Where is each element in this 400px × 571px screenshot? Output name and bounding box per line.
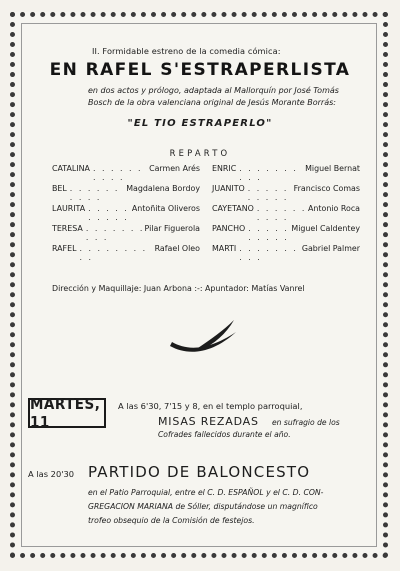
cast-leader-dots: . . . . . . . . . . xyxy=(92,164,143,182)
cast-leader-dots: . . . . . . . . . . xyxy=(248,224,289,242)
cast-role: JUANITO xyxy=(212,184,245,193)
play-title: EN RAFEL S'ESTRAPERLISTA xyxy=(49,60,351,80)
cast-entry xyxy=(52,244,204,262)
original-play-title: "EL TIO ESTRAPERLO" xyxy=(127,118,273,129)
cast-role: MARTI xyxy=(212,244,237,253)
cast-actor: Gabriel Palmer xyxy=(301,244,360,253)
cast-leader-dots: . . . . . . . . . . xyxy=(69,184,120,202)
cast-entry xyxy=(52,184,204,202)
game-detail-line-1: en el Patio Parroquial, entre el C. D. ESPAÑOL y el C. D. CON- xyxy=(88,488,324,497)
cast-leader-dots: . . . . . . . . . . xyxy=(79,244,148,262)
description-line-1: en dos actos y prólogo, adaptada al Mallorquín por José Tomás xyxy=(88,86,339,95)
cast-leader-dots: . . . . . . . . . . xyxy=(247,184,289,202)
game-detail-line-2: GREGACION MARIANA de Sóller, disputándose un magnífico xyxy=(88,502,318,511)
cast-actor: Pilar Figuerola xyxy=(144,224,200,233)
cast-row xyxy=(52,163,360,183)
cast-role: PANCHO xyxy=(212,224,246,233)
cast-row xyxy=(52,223,360,243)
cast-actor: Miguel Caldentey xyxy=(291,224,360,233)
cast-leader-dots: . . . . . . . . . . xyxy=(256,204,307,222)
cast-entry xyxy=(204,164,360,182)
cast-role: TERESA xyxy=(52,224,83,233)
intro-line: II. Formidable estreno de la comedia cómica: xyxy=(92,46,281,56)
date-box: MARTES, 11 xyxy=(28,398,106,428)
cast-leader-dots: . . . . . . . . . . xyxy=(88,204,129,222)
cast-actor: Carmen Arés xyxy=(149,164,200,173)
game-detail-line-3: trofeo obsequio de la Comisión de festejos. xyxy=(88,516,255,525)
swoosh-ornament-icon xyxy=(168,318,240,362)
cast-role: CAYETANO xyxy=(212,204,254,213)
cast-role: BEL xyxy=(52,184,67,193)
cast-actor: Francisco Comas xyxy=(293,184,360,193)
cast-list xyxy=(52,163,360,263)
cast-role: RAFEL xyxy=(52,244,77,253)
cast-entry xyxy=(52,204,204,222)
cast-entry xyxy=(204,244,360,262)
cast-row xyxy=(52,203,360,223)
cast-entry xyxy=(204,224,360,242)
cast-row xyxy=(52,243,360,263)
cast-actor: Magdalena Bordoy xyxy=(126,184,200,193)
cast-actor: Miguel Bernat xyxy=(305,164,360,173)
cast-entry xyxy=(52,164,204,182)
cast-leader-dots: . . . . . . . . . . xyxy=(239,164,298,182)
mass-note-1: en sufragio de los xyxy=(272,418,340,427)
cast-heading: REPARTO xyxy=(169,148,231,158)
mass-times: A las 6'30, 7'15 y 8, en el templo parroquial, xyxy=(118,401,303,411)
game-title: PARTIDO DE BALONCESTO xyxy=(88,463,311,481)
game-time: A las 20'30 xyxy=(28,469,75,479)
cast-actor: Antoñita Oliveros xyxy=(131,204,200,213)
cast-role: LAURITA xyxy=(52,204,86,213)
mass-note-2: Cofrades fallecidos durante el año. xyxy=(158,430,291,439)
cast-entry xyxy=(204,204,360,222)
description-line-2: Bosch de la obra valenciana original de Jesús Morante Borrás: xyxy=(88,98,336,107)
cast-role: ENRIC xyxy=(212,164,237,173)
cast-entry xyxy=(52,224,204,242)
cast-row xyxy=(52,183,360,203)
cast-actor: Antonio Roca xyxy=(308,204,360,213)
cast-leader-dots: . . . . . . . . . . xyxy=(85,224,145,242)
mass-title: MISAS REZADAS xyxy=(158,415,259,428)
cast-role: CATALINA xyxy=(52,164,90,173)
credits-line: Dirección y Maquillaje: Juan Arbona :-: Apuntador: Matías Vanrel xyxy=(52,284,305,293)
cast-actor: Rafael Oleo xyxy=(154,244,200,253)
cast-entry xyxy=(204,184,360,202)
cast-leader-dots: . . . . . . . . . . xyxy=(239,244,298,262)
